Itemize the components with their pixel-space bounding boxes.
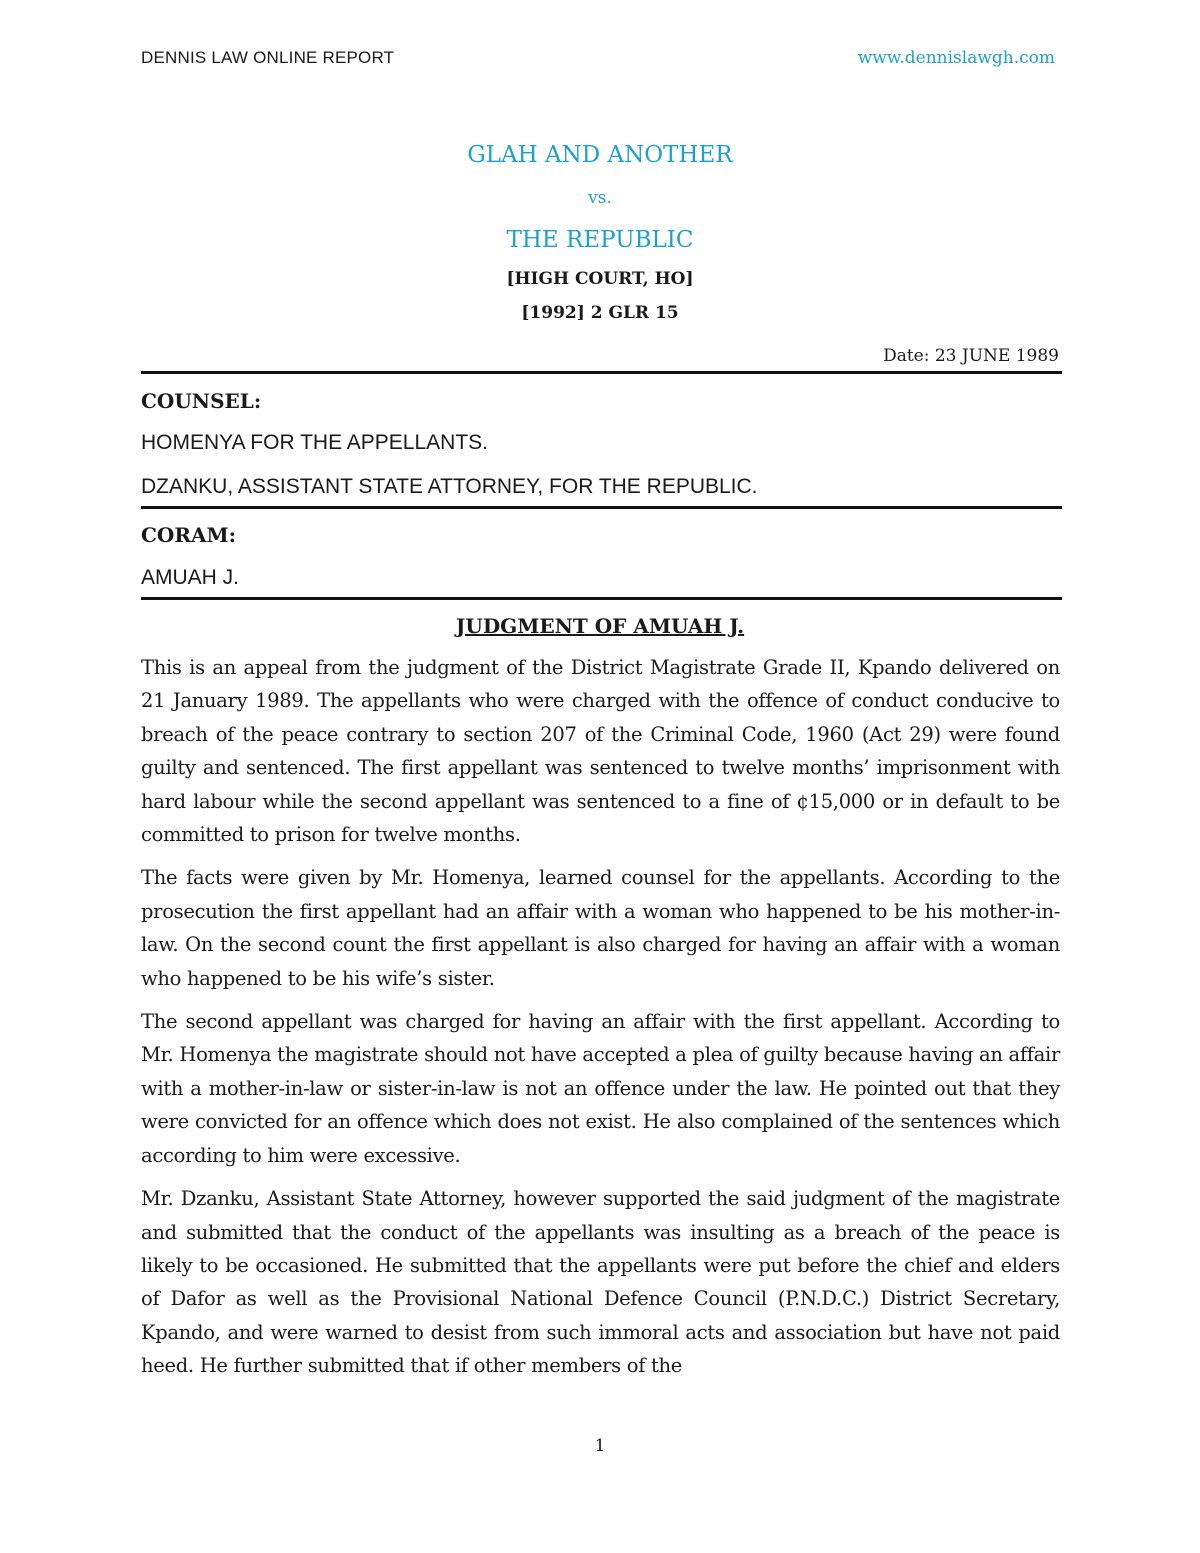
divider-bottom xyxy=(141,597,1062,600)
case-title-block xyxy=(0,138,1200,325)
judgment-paragraph: Mr. Dzanku, Assistant State Attorney, however supported the said judgment of the magistrate and submitted that the conduct of the appellants was insulting as a breach of the peace is likely to be occasioned. He submitted that the appellants were put before the chief and elders of Dafor as well as the Provisional National Defence Council (P.N.D.C.) District Secretary, Kpando, and were warned to desist from such immoral acts and association but have not paid heed. He further submitted that if other members of the xyxy=(141,1187,1060,1378)
first-party: GLAH AND ANOTHER xyxy=(467,142,733,168)
coram-label: CORAM: xyxy=(141,523,236,547)
case-citation: [1992] 2 GLR 15 xyxy=(521,303,679,323)
versus: vs. xyxy=(588,188,612,208)
counsel-line: DZANKU, ASSISTANT STATE ATTORNEY, FOR THE REPUBLIC. xyxy=(141,475,758,498)
judgment-paragraph: The second appellant was charged for having an affair with the first appellant. According to Mr. Homenya the magistrate should not have accepted a plea of guilty because having an affair with a mother-in-law or sister-in-law is not an offence under the law. He pointed out that they were convicted for an offence which does not exist. He also complained of the sentences which according to him were excessive. xyxy=(141,1010,1060,1167)
judgment-paragraph: The facts were given by Mr. Homenya, learned counsel for the appellants. According to the prosecution the first appellant had an affair with a woman who happened to be his mother-in-law. On the second count the first appellant is also charged for having an affair with a woman who happened to be his wife’s sister. xyxy=(141,866,1060,990)
judgment-body xyxy=(141,651,1060,1393)
court-name: [HIGH COURT, HO] xyxy=(506,269,694,289)
judgment-date: Date: 23 JUNE 1989 xyxy=(883,346,1059,366)
judgment-heading: JUDGMENT OF AMUAH J. xyxy=(455,614,745,638)
page-number: 1 xyxy=(594,1436,606,1456)
coram-judge: AMUAH J. xyxy=(141,566,240,589)
counsel-line: HOMENYA FOR THE APPELLANTS. xyxy=(141,431,488,454)
publisher-name: DENNIS LAW ONLINE REPORT xyxy=(141,48,395,67)
judgment-paragraph: This is an appeal from the judgment of the District Magistrate Grade II, Kpando delivered on 21 January 1989. The appellants who were charged with the offence of conduct conducive to breach of the peace contrary to section 207 of the Criminal Code, 1960 (Act 29) were found guilty and sentenced. The first appellant was sentenced to twelve months’ imprisonment with hard labour while the second appellant was sentenced to a fine of ¢15,000 or in default to be committed to prison for twelve months. xyxy=(141,656,1060,847)
divider-middle xyxy=(141,506,1062,509)
second-party: THE REPUBLIC xyxy=(506,227,694,253)
page-header xyxy=(141,48,1055,76)
divider-top xyxy=(141,371,1062,374)
counsel-label: COUNSEL: xyxy=(141,389,262,413)
website-link[interactable]: www.dennislawgh.com xyxy=(857,48,1055,68)
